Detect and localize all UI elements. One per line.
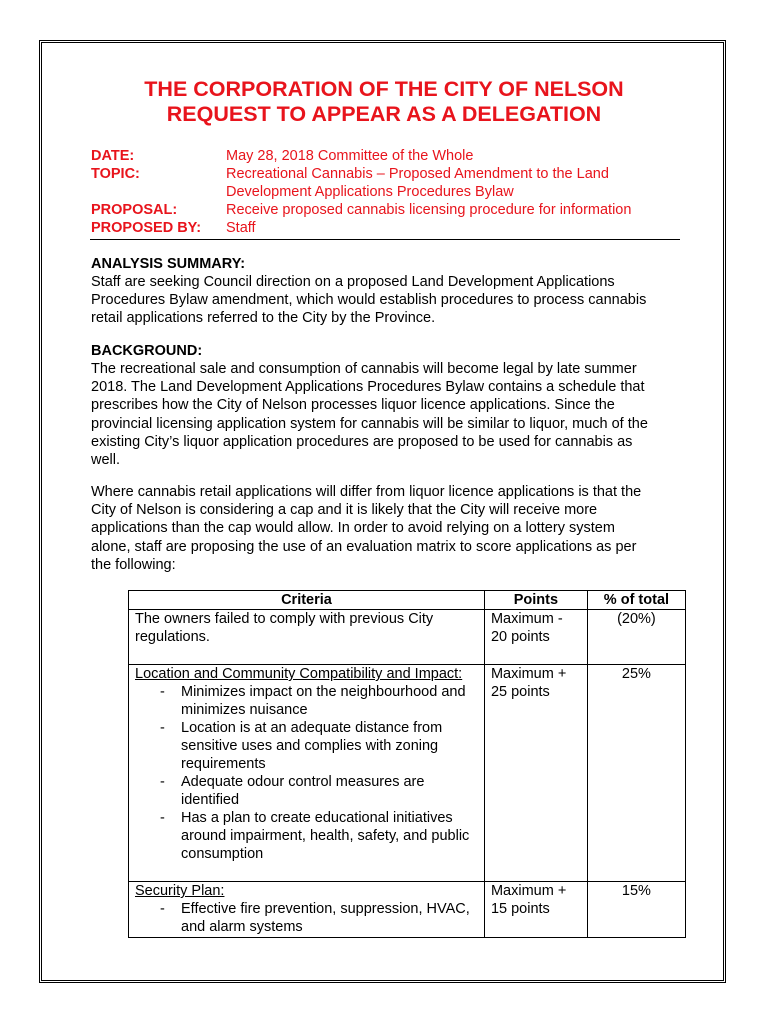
background-paragraph-2 (91, 483, 641, 574)
criteria-cell: The owners failed to comply with previous City regulations. (129, 610, 485, 665)
points-cell: Maximum + 25 points (484, 665, 587, 882)
topic-value-line2: Development Applications Procedures Bylaw (226, 184, 514, 200)
dash-marker: - (160, 684, 165, 700)
dash-marker: - (160, 774, 165, 790)
table-row (129, 882, 686, 938)
background-line: alone, staff are proposing the use of an evaluation matrix to score applications as per (91, 538, 637, 555)
proposed-by-value: Staff (226, 220, 256, 236)
background-line: provincial licensing application system for cannabis will be similar to liquor, much of the (91, 415, 648, 432)
criteria-heading: Location and Community Compatibility and Impact: (135, 666, 463, 682)
background-line: well. (91, 451, 121, 468)
list-item (135, 719, 478, 773)
list-item (135, 683, 478, 719)
criteria-cell (129, 665, 485, 882)
analysis-paragraph (91, 273, 646, 328)
list-item-text: Location is at an adequate distance from sensitive uses and complies with zoning requirements (181, 720, 443, 772)
date-value: May 28, 2018 Committee of the Whole (226, 148, 474, 164)
list-item (135, 900, 478, 936)
background-line: Where cannabis retail applications will differ from liquor licence applications is that the (91, 484, 642, 500)
background-line: prescribes how the City of Nelson processes liquor licence applications. Since the (91, 397, 615, 414)
points-cell: Maximum - 20 points (484, 610, 587, 665)
list-item (135, 773, 478, 809)
criteria-header: Criteria (129, 591, 485, 610)
background-line: 2018. The Land Development Applications Procedures Bylaw contains a schedule that (91, 379, 645, 396)
percent-cell: 25% (587, 665, 685, 882)
background-paragraph-1 (91, 360, 648, 469)
background-heading: BACKGROUND: (91, 343, 203, 359)
list-item-text: Minimizes impact on the neighbourhood and minimizes nuisance (181, 684, 466, 718)
points-header: Points (484, 591, 587, 610)
background-line: existing City’s liquor application procedures are proposed to be used for cannabis as (91, 433, 633, 450)
dash-marker: - (160, 901, 165, 917)
evaluation-matrix-table (128, 590, 686, 938)
header-divider (90, 239, 680, 240)
percent-header: % of total (587, 591, 685, 610)
date-label: DATE: (91, 148, 135, 164)
list-item-text: Has a plan to create educational initiatives around impairment, health, safety, and public consumption (181, 810, 470, 862)
list-item (135, 809, 478, 863)
criteria-heading: Security Plan: (135, 883, 225, 899)
table-header-row (129, 591, 686, 610)
background-line: The recreational sale and consumption of cannabis will become legal by late summer (91, 361, 637, 377)
topic-label: TOPIC: (91, 166, 140, 182)
document-title-line1: THE CORPORATION OF THE CITY OF NELSON (144, 77, 624, 101)
topic-value-line1: Recreational Cannabis – Proposed Amendment to the Land (226, 166, 609, 182)
points-cell: Maximum + 15 points (484, 882, 587, 938)
proposed-by-label: PROPOSED BY: (91, 220, 202, 236)
list-item-text: Effective fire prevention, suppression, HVAC, and alarm systems (181, 901, 470, 935)
criteria-bullet-list (135, 683, 478, 863)
table-row (129, 610, 686, 665)
analysis-line: Procedures Bylaw amendment, which would establish procedures to process cannabis (91, 292, 647, 309)
document-title-line2: REQUEST TO APPEAR AS A DELEGATION (166, 102, 602, 126)
analysis-line: retail applications referred to the City by the Province. (91, 310, 436, 327)
dash-marker: - (160, 810, 165, 826)
background-line: City of Nelson is considering a cap and it is likely that the City will receive more (91, 502, 598, 519)
criteria-cell (129, 882, 485, 938)
table-row (129, 665, 686, 882)
background-line: applications than the cap would allow. In order to avoid relying on a lottery system (91, 520, 615, 537)
analysis-line: Staff are seeking Council direction on a proposed Land Development Applications (91, 274, 615, 290)
dash-marker: - (160, 720, 165, 736)
proposal-value: Receive proposed cannabis licensing procedure for information (226, 202, 632, 218)
background-line: the following: (91, 556, 176, 573)
analysis-heading: ANALYSIS SUMMARY: (91, 256, 246, 272)
percent-cell: (20%) (587, 610, 685, 665)
criteria-bullet-list (135, 900, 478, 936)
proposal-label: PROPOSAL: (91, 202, 178, 218)
list-item-text: Adequate odour control measures are identified (181, 774, 425, 808)
percent-cell: 15% (587, 882, 685, 938)
